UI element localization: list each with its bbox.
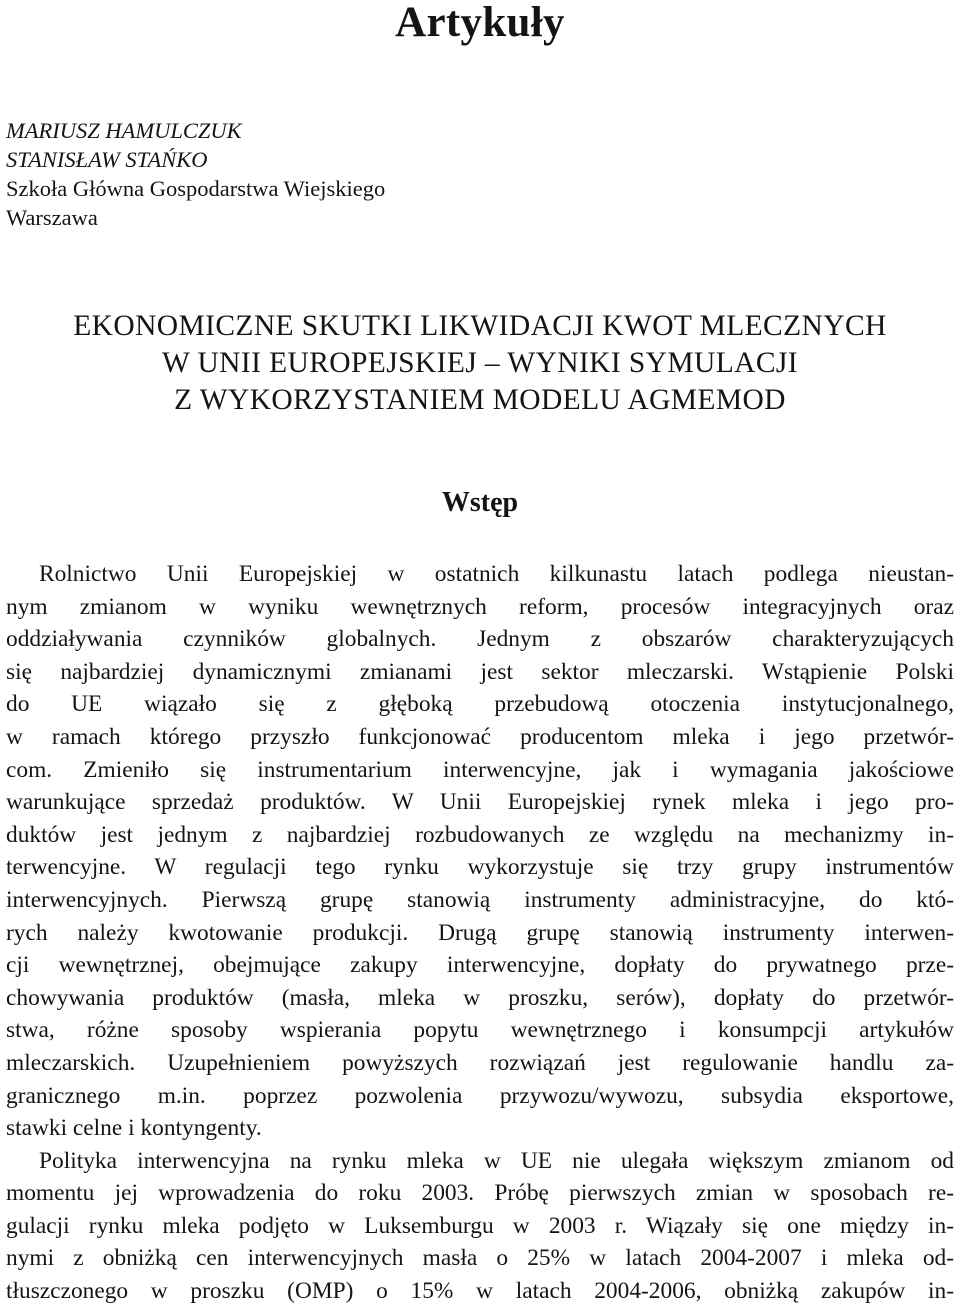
body-line: nym zmianom w wyniku wewnętrznych reform, procesów integracyjnych oraz <box>6 593 954 620</box>
title-line: W UNII EUROPEJSKIEJ – WYNIKI SYMULACJI <box>161 347 799 379</box>
section-heading: Wstęp <box>441 487 519 518</box>
affiliation-line: Warszawa <box>6 205 98 230</box>
affiliation-line: Szkoła Główna Gospodarstwa Wiejskiego <box>6 176 386 201</box>
body-line: rych należy kwotowanie produkcji. Drugą grupę stanowią instrumenty interwen- <box>6 919 954 946</box>
body-line: stawki celne i kontyngenty. <box>6 1115 262 1142</box>
body-line: momentu jej wprowadzenia do roku 2003. Próbę pierwszych zmian w sposobach re- <box>6 1180 954 1207</box>
body-line: się najbardziej dynamicznymi zmianami jest sektor mleczarski. Wstąpienie Polski <box>6 658 954 685</box>
body-line: duktów jest jednym z najbardziej rozbudowanych ze względu na mechanizmy in- <box>6 821 954 848</box>
body-line: interwencyjnych. Pierwszą grupę stanowią instrumenty administracyjne, do któ- <box>6 886 954 913</box>
body-line: Rolnictwo Unii Europejskiej w ostatnich kilkunastu latach podlega nieustan- <box>39 561 954 587</box>
body-line: chowywania produktów (masła, mleka w proszku, serów), dopłaty do przetwór- <box>6 984 954 1011</box>
title-line: Z WYKORZYSTANIEM MODELU AGMEMOD <box>174 384 786 416</box>
body-line: oddziaływania czynników globalnych. Jednym z obszarów charakteryzujących <box>6 626 954 653</box>
body-line: do UE wiązało się z głęboką przebudową otoczenia instytucjonalnego, <box>6 691 954 718</box>
body-line: gulacji rynku mleka podjęto w Luksemburgu w 2003 r. Wiązały się one między in- <box>6 1212 954 1239</box>
body-line: com. Zmieniło się instrumentarium interwencyjne, jak i wymagania jakościowe <box>6 756 954 783</box>
body-line: mleczarskich. Uzupełnieniem powyższych rozwiązań jest regulowanie handlu za- <box>6 1049 954 1076</box>
body-line: Polityka interwencyjna na rynku mleka w UE nie ulegała większym zmianom od <box>39 1147 954 1174</box>
title-line: EKONOMICZNE SKUTKI LIKWIDACJI KWOT MLECZNYCH <box>73 310 887 342</box>
body-line: terwencyjne. W regulacji tego rynku wykorzystuje się trzy grupy instrumentów <box>6 854 954 881</box>
body-line: w ramach którego przyszło funkcjonować producentom mleka i jego przetwór- <box>6 723 954 750</box>
body-line: stwa, różne sposoby wspierania popytu wewnętrznego i konsumpcji artykułów <box>6 1017 954 1044</box>
author-block <box>6 116 385 232</box>
author-name: MARIUSZ HAMULCZUK <box>6 118 242 143</box>
body-line: tłuszczonego w proszku (OMP) o 15% w latach 2004-2006, obniżką zakupów in- <box>6 1278 954 1305</box>
author-name: STANISŁAW STAŃKO <box>6 147 208 172</box>
body-line: nymi z obniżką cen interwencyjnych masła o 25% w latach 2004-2007 i mleka od- <box>6 1245 954 1272</box>
body-text <box>6 558 954 1308</box>
body-line: cji wewnętrznej, obejmujące zakupy interwencyjne, dopłaty do prywatnego prze- <box>6 952 954 979</box>
section-header: Artykuły <box>395 0 565 46</box>
article-title <box>0 308 960 419</box>
body-line: warunkujące sprzedaż produktów. W Unii Europejskiej rynek mleka i jego pro- <box>6 789 954 816</box>
body-line: granicznego m.in. poprzez pozwolenia przywozu/wywozu, subsydia eksportowe, <box>6 1082 954 1109</box>
